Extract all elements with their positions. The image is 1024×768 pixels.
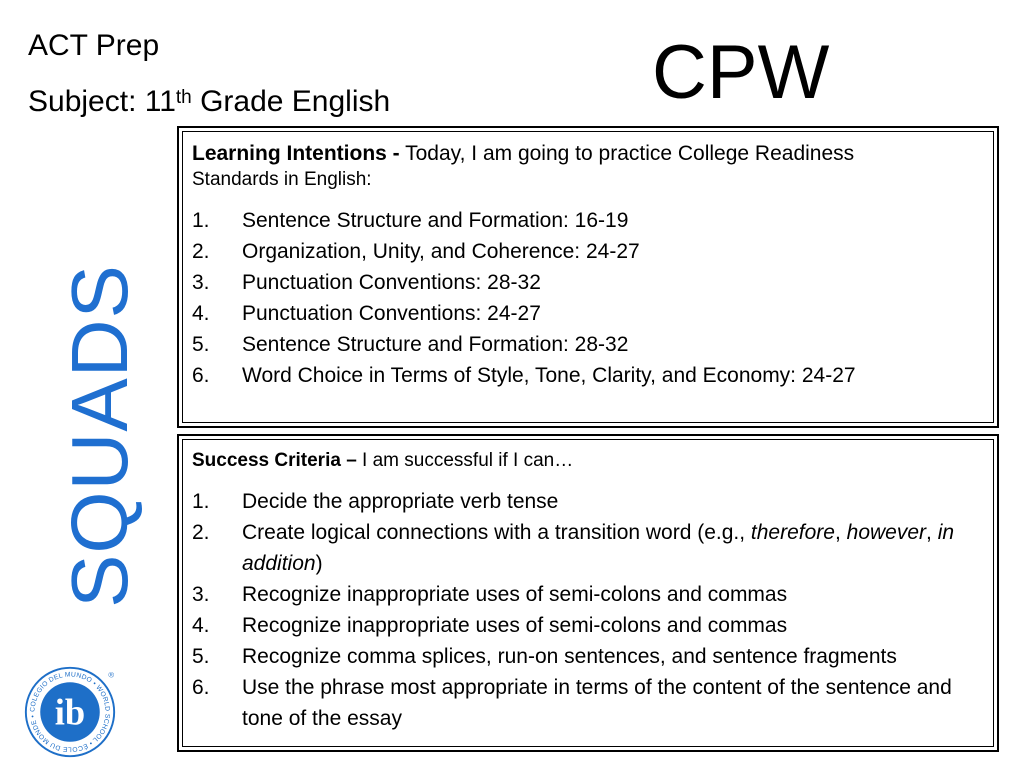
list-item xyxy=(192,329,983,360)
success-criteria-list xyxy=(192,486,983,734)
item-text-part: Create logical connections with a transition word (e.g., xyxy=(242,521,751,544)
item-number: 3. xyxy=(192,583,210,606)
item-number: 5. xyxy=(192,333,210,356)
logo-ib-mark: ib xyxy=(54,691,86,733)
learning-intentions-inner xyxy=(182,131,994,423)
learning-intentions-box xyxy=(177,126,999,428)
ib-world-school-logo xyxy=(22,664,118,760)
logo-ring-text: COLEGIO DEL MUNDO • WORLD SCHOOL • ÉCOLE DU MONDE • xyxy=(29,671,111,753)
item-text: Recognize inappropriate uses of semi-colons and commas xyxy=(242,583,788,606)
learning-intentions-label: Learning Intentions - xyxy=(192,142,400,165)
list-item xyxy=(192,267,983,298)
title-heading: ACT Prep xyxy=(28,29,160,62)
success-criteria-box xyxy=(177,434,999,752)
item-text: Recognize inappropriate uses of semi-colons and commas xyxy=(242,614,788,637)
subject-heading xyxy=(28,84,390,120)
item-text-part: ) xyxy=(315,552,323,575)
item-text: Sentence Structure and Formation: 16-19 xyxy=(242,209,629,232)
list-item xyxy=(192,610,983,641)
cpw-heading: CPW xyxy=(652,30,830,115)
item-number: 1. xyxy=(192,490,210,513)
item-text: Sentence Structure and Formation: 28-32 xyxy=(242,333,629,356)
success-criteria-text: I am successful if I can… xyxy=(356,450,574,471)
learning-intentions-text: Today, I am going to practice College Readiness xyxy=(399,142,855,165)
subject-suffix: Grade English xyxy=(191,85,391,118)
subject-superscript: th xyxy=(175,87,192,108)
item-text: Punctuation Conventions: 28-32 xyxy=(242,271,541,294)
list-item xyxy=(192,641,983,672)
item-number: 1. xyxy=(192,209,210,232)
example-word: in addition xyxy=(242,521,955,575)
subject-prefix: Subject: 11 xyxy=(28,85,176,118)
item-number: 2. xyxy=(192,240,210,263)
success-criteria-label: Success Criteria – xyxy=(192,450,357,471)
item-number: 4. xyxy=(192,302,210,325)
list-item xyxy=(192,579,983,610)
list-item xyxy=(192,236,983,267)
item-number: 2. xyxy=(192,521,210,544)
item-number: 4. xyxy=(192,614,210,637)
list-item xyxy=(192,298,983,329)
item-text xyxy=(242,517,983,579)
item-number: 6. xyxy=(192,676,210,699)
item-number: 3. xyxy=(192,271,210,294)
squads-label: SQUADS xyxy=(55,264,144,608)
item-text: Punctuation Conventions: 24-27 xyxy=(242,302,541,325)
list-item xyxy=(192,672,983,734)
list-item xyxy=(192,486,983,517)
item-text: Use the phrase most appropriate in terms of the content of the sentence and tone of the essay xyxy=(242,676,952,730)
list-item xyxy=(192,205,983,236)
success-criteria-heading xyxy=(192,448,983,474)
logo-registered-mark: ® xyxy=(108,670,115,680)
item-text: Decide the appropriate verb tense xyxy=(242,490,559,513)
item-text: Recognize comma splices, run-on sentences, and sentence fragments xyxy=(242,645,897,668)
learning-intentions-text-continued: Standards in English: xyxy=(192,169,372,190)
example-word: therefore xyxy=(750,521,835,544)
item-number: 6. xyxy=(192,364,210,387)
list-item xyxy=(192,360,983,391)
item-number: 5. xyxy=(192,645,210,668)
example-word: however xyxy=(846,521,927,544)
item-text-separator: , xyxy=(834,521,847,544)
learning-intentions-heading xyxy=(192,140,983,167)
list-item xyxy=(192,517,983,579)
learning-intentions-list xyxy=(192,205,983,391)
item-text: Organization, Unity, and Coherence: 24-27 xyxy=(242,240,640,263)
item-text: Word Choice in Terms of Style, Tone, Clarity, and Economy: 24-27 xyxy=(242,364,856,387)
success-criteria-inner xyxy=(182,439,994,747)
item-text-separator: , xyxy=(926,521,938,544)
